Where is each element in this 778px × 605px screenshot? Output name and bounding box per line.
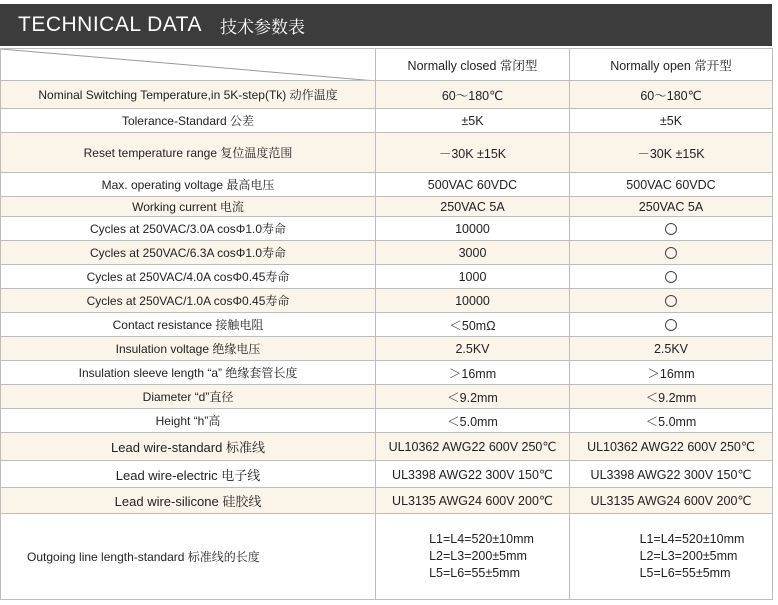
circle-icon <box>665 223 677 235</box>
open-value: ＞16mm <box>570 361 773 385</box>
technical-data-table <box>0 48 773 600</box>
column-header-open: Normally open 常开型 <box>570 49 773 81</box>
row-label: Working current 电流 <box>1 197 376 217</box>
table-row <box>1 217 773 241</box>
closed-value: UL3398 AWG22 300V 150℃ <box>376 461 570 488</box>
table-row <box>1 385 773 409</box>
length-line: L1=L4=520±10mm <box>429 532 534 546</box>
closed-lengths <box>376 514 570 600</box>
table-row <box>1 173 773 197</box>
row-label: Reset temperature range 复位温度范围 <box>1 133 376 173</box>
row-label: Max. operating voltage 最高电压 <box>1 173 376 197</box>
row-label: Outgoing line length-standard 标准线的长度 <box>1 514 376 600</box>
row-label: Height “h”高 <box>1 409 376 433</box>
open-value: 250VAC 5A <box>570 197 773 217</box>
table-row <box>1 461 773 488</box>
open-value <box>570 241 773 265</box>
row-label: Diameter “d”直径 <box>1 385 376 409</box>
closed-value: 250VAC 5A <box>376 197 570 217</box>
row-label: Tolerance-Standard 公差 <box>1 109 376 133</box>
open-value: ＜9.2mm <box>570 385 773 409</box>
table-row <box>1 133 773 173</box>
closed-value: 1000 <box>376 265 570 289</box>
row-label: Cycles at 250VAC/3.0A cosΦ1.0寿命 <box>1 217 376 241</box>
length-line: L2=L3=200±5mm <box>639 549 738 563</box>
closed-value: 10000 <box>376 289 570 313</box>
closed-value: ＞16mm <box>376 361 570 385</box>
circle-icon <box>665 271 677 283</box>
row-label: Contact resistance 接触电阻 <box>1 313 376 337</box>
table-row <box>1 433 773 461</box>
diagonal-line <box>1 49 376 81</box>
open-value: －30K ±15K <box>570 133 773 173</box>
table-row <box>1 241 773 265</box>
corner-cell <box>1 49 376 81</box>
table-row <box>1 313 773 337</box>
row-label: Lead wire-silicone 硅胶线 <box>1 488 376 514</box>
closed-value: ＜5.0mm <box>376 409 570 433</box>
row-label: Lead wire-electric 电子线 <box>1 461 376 488</box>
closed-value: 2.5KV <box>376 337 570 361</box>
open-value: 500VAC 60VDC <box>570 173 773 197</box>
length-line: L5=L6=55±5mm <box>639 566 731 580</box>
open-lengths <box>570 514 773 600</box>
length-line: L1=L4=520±10mm <box>639 532 745 546</box>
closed-value: 60～180℃ <box>376 81 570 109</box>
table-row <box>1 289 773 313</box>
column-header-closed: Normally closed 常闭型 <box>376 49 570 81</box>
length-line: L2=L3=200±5mm <box>429 549 527 563</box>
table-row <box>1 337 773 361</box>
table-row <box>1 361 773 385</box>
closed-value: 3000 <box>376 241 570 265</box>
open-value: ±5K <box>570 109 773 133</box>
open-value <box>570 289 773 313</box>
table-header-row <box>1 49 773 81</box>
closed-value: －30K ±15K <box>376 133 570 173</box>
length-line: L5=L6=55±5mm <box>429 566 521 580</box>
row-label: Insulation voltage 绝缘电压 <box>1 337 376 361</box>
table-row <box>1 197 773 217</box>
open-value: UL3398 AWG22 300V 150℃ <box>570 461 773 488</box>
table-row <box>1 109 773 133</box>
outgoing-row <box>1 514 773 600</box>
open-value <box>570 313 773 337</box>
open-value: UL10362 AWG22 600V 250℃ <box>570 433 773 461</box>
closed-value: ＜9.2mm <box>376 385 570 409</box>
open-value: 2.5KV <box>570 337 773 361</box>
closed-value: ±5K <box>376 109 570 133</box>
table-row <box>1 81 773 109</box>
table-row <box>1 265 773 289</box>
page-subtitle: 技术参数表 <box>219 17 305 37</box>
circle-icon <box>665 295 677 307</box>
closed-value: ＜50mΩ <box>376 313 570 337</box>
page-title: TECHNICAL DATA <box>18 13 202 36</box>
open-value: 60～180℃ <box>570 81 773 109</box>
closed-value: 500VAC 60VDC <box>376 173 570 197</box>
open-value: ＜5.0mm <box>570 409 773 433</box>
table-row <box>1 488 773 514</box>
row-label: Lead wire-standard 标准线 <box>1 433 376 461</box>
closed-value: 10000 <box>376 217 570 241</box>
closed-value: UL10362 AWG22 600V 250℃ <box>376 433 570 461</box>
circle-icon <box>665 247 677 259</box>
row-label: Insulation sleeve length “a” 绝缘套管长度 <box>1 361 376 385</box>
row-label: Nominal Switching Temperature,in 5K-step(Tk) 动作温度 <box>1 81 376 109</box>
open-value <box>570 217 773 241</box>
row-label: Cycles at 250VAC/4.0A cosΦ0.45寿命 <box>1 265 376 289</box>
open-value <box>570 265 773 289</box>
header-bar <box>0 4 772 46</box>
open-value: UL3135 AWG24 600V 200℃ <box>570 488 773 514</box>
row-label: Cycles at 250VAC/6.3A cosΦ1.0寿命 <box>1 241 376 265</box>
table-row <box>1 409 773 433</box>
closed-value: UL3135 AWG24 600V 200℃ <box>376 488 570 514</box>
row-label: Cycles at 250VAC/1.0A cosΦ0.45寿命 <box>1 289 376 313</box>
circle-icon <box>665 319 677 331</box>
